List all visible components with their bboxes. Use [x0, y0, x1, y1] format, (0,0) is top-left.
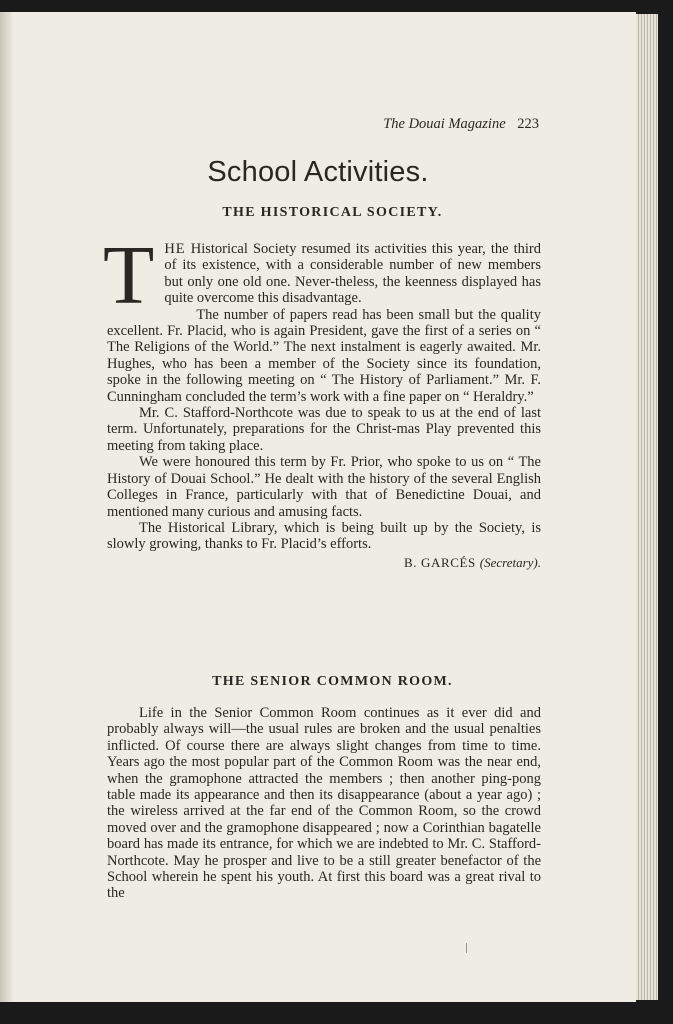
article-paragraph: [103, 229, 542, 322]
historical-society-article: [103, 229, 542, 571]
signature-name: B. GARCÉS: [404, 554, 476, 570]
article-paragraph: The number of papers read has been small but the quality excellent. Fr. Placid, who is again President, gave the first of a series on “ The Religions of the World.” The next instalment is eagerly awaited. Mr. Hughes, who has been a member of the Society since its foundation, spoke in the following meeting on “ The History of Parliament.” Mr. F. Cunningham concluded the term’s work with a fine paper on “ Heraldry.”: [107, 306, 541, 405]
first-word-small-caps: HE: [164, 241, 186, 257]
signature-role: (Secretary).: [479, 554, 541, 570]
signature: [107, 555, 541, 571]
drop-cap: T: [103, 229, 155, 322]
section-heading-senior-common-room: THE SENIOR COMMON ROOM.: [212, 674, 453, 689]
article-paragraph: Life in the Senior Common Room continues as it ever did and probably always will—the usual rules are broken and the usual penalties inflicted. Of course there are always slight changes from time to time. Years ago the most popular part of the Common Room was the near end, when the gramophone attracted the members ; then another ping-pong table made its appearance and then its disappearance (about a year ago) ; the wireless arrived at the far end of the Common Room, so the crowd moved over and the gramophone disappeared ; now a Corinthian bagatelle board has made its entrance, for which we are indebted to Mr. C. Stafford-Northcote. May he prosper and live to be a still greater benefactor of the School wherein he spent his youth. At first this board was a great rival to the: [107, 705, 541, 902]
article-paragraph: We were honoured this term by Fr. Prior, who spoke to us on “ The History of Douai School.” He dealt with the history of the several English Colleges in France, particularly with that of Benedictine Douai, and mentioned many curious and amusing facts.: [107, 454, 541, 520]
article-paragraph: The Historical Library, which is being built up by the Society, is slowly growing, thanks to Fr. Placid’s efforts.: [107, 519, 541, 553]
page-number: 223: [517, 116, 539, 132]
page-edges: [636, 14, 658, 1000]
printer-mark: [466, 943, 467, 953]
paragraph-text: Historical Society resumed its activities this year, the third of its existence, with a considerable number of new members but only one old one. Never-theless, the keenness displayed has quite overcome this disadvantage.: [164, 241, 542, 307]
running-head: [383, 116, 539, 133]
section-heading-historical-society: THE HISTORICAL SOCIETY.: [222, 205, 443, 220]
page-title: School Activities.: [207, 156, 429, 188]
magazine-name: The Douai Magazine: [383, 116, 506, 132]
senior-common-room-article: [107, 705, 541, 902]
article-paragraph: Mr. C. Stafford-Northcote was due to speak to us at the end of last term. Unfortunately, preparations for the Christ-mas Play prevented this meeting from taking place.: [107, 405, 541, 454]
